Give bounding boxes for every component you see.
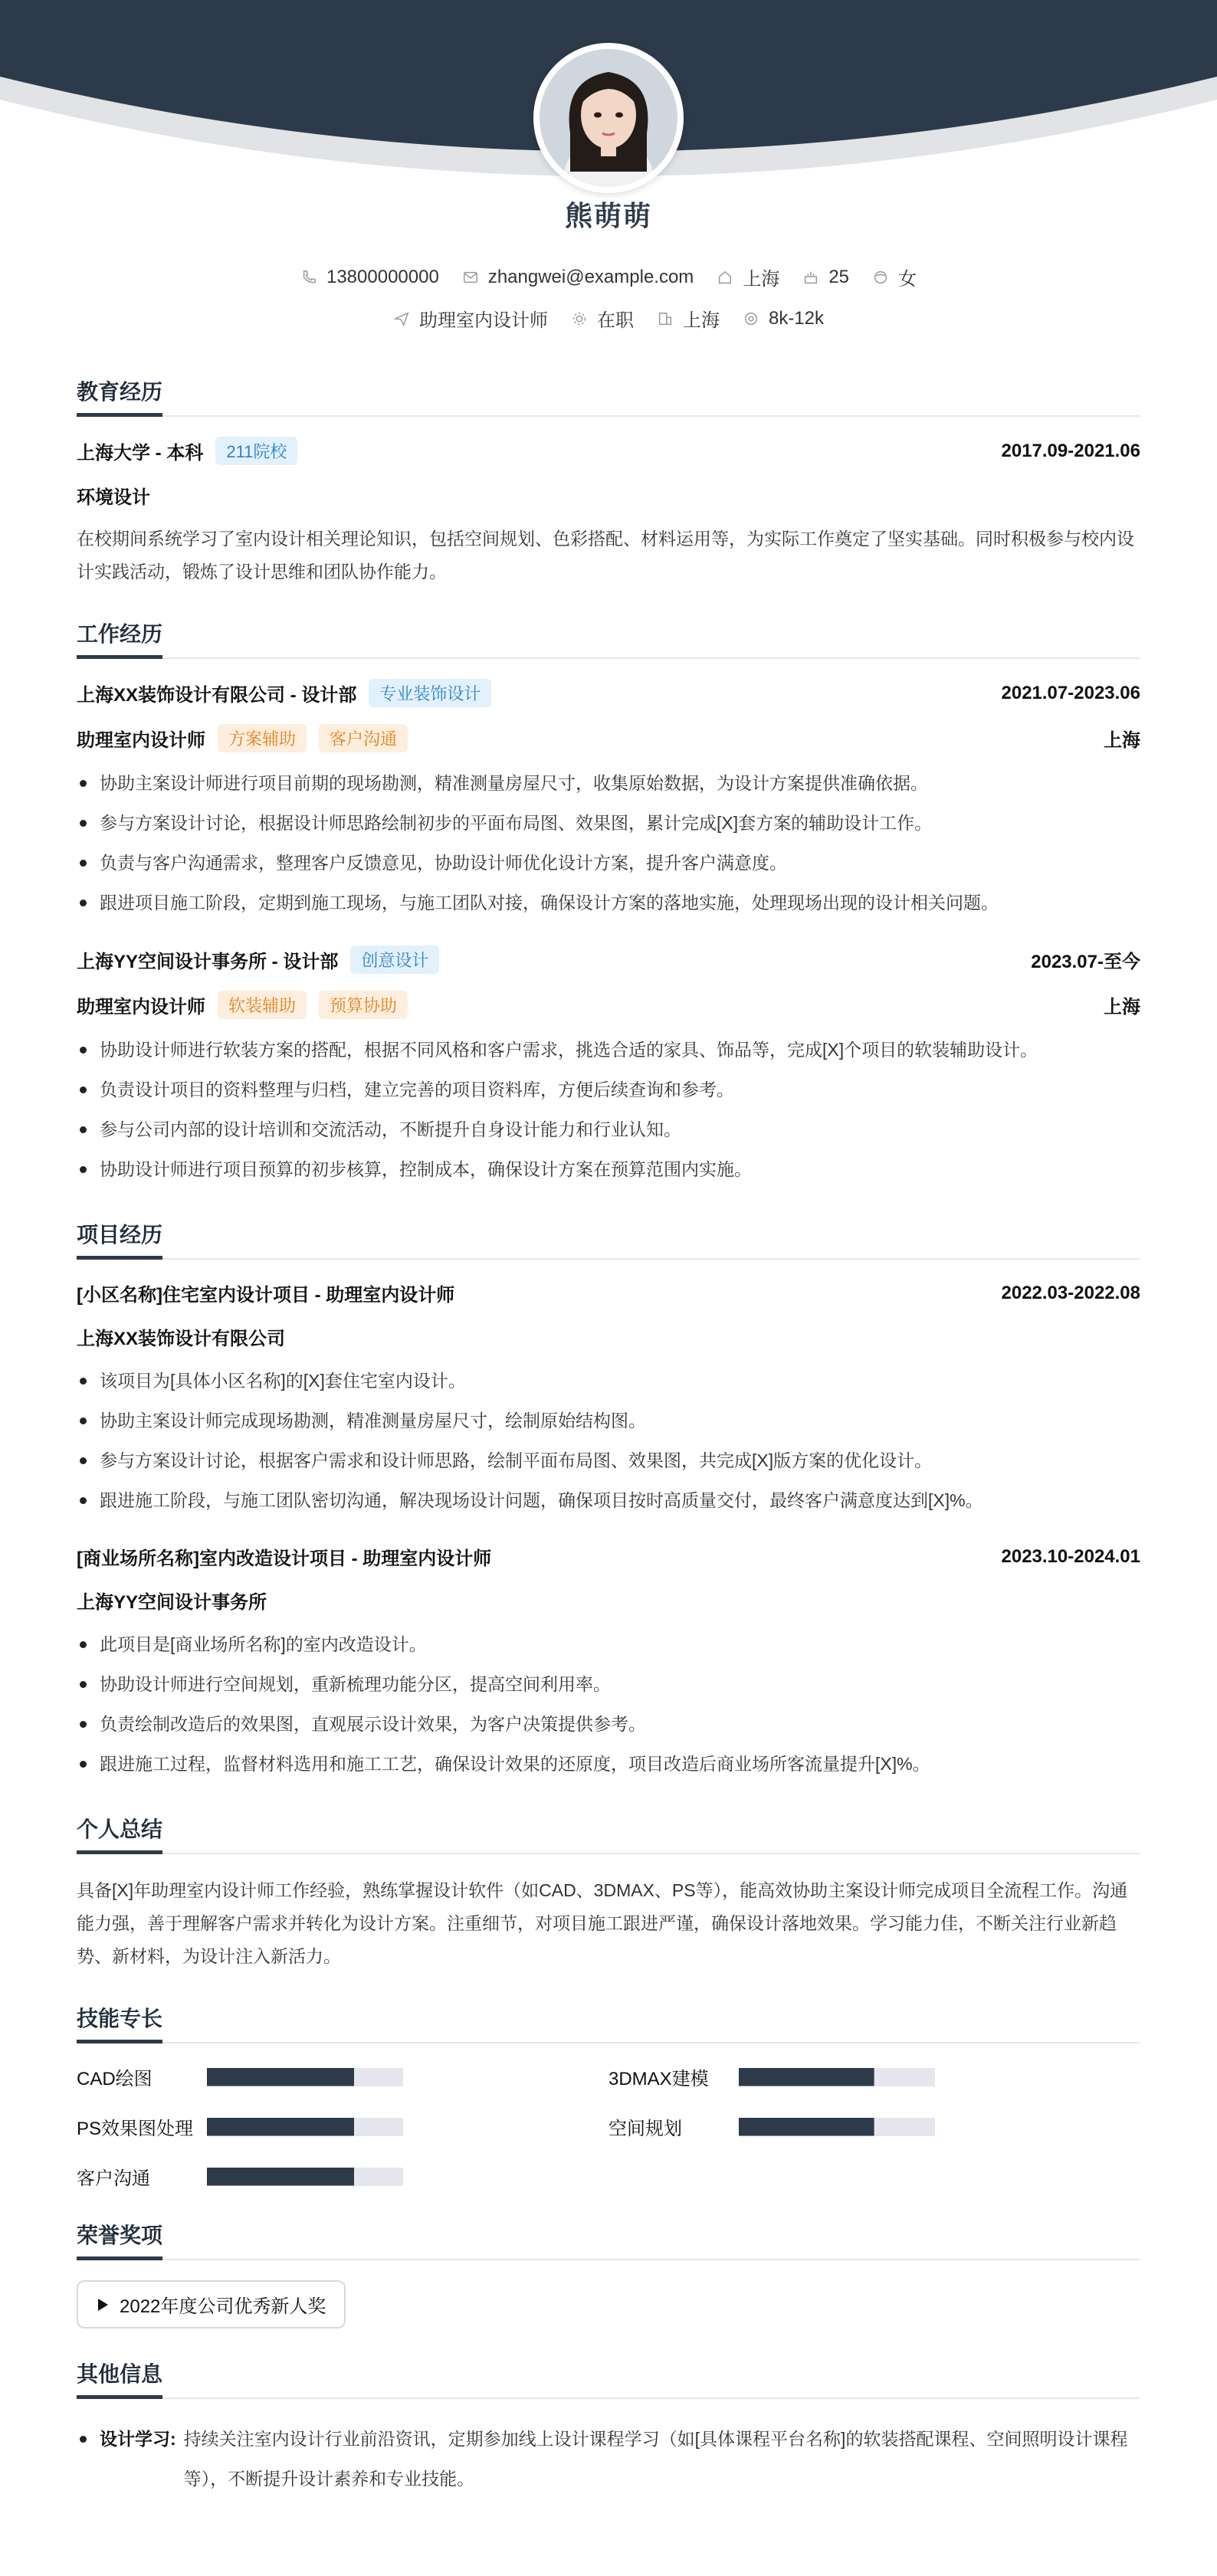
cake-icon (802, 269, 819, 286)
list-item: 参与方案设计讨论，根据客户需求和设计师思路，绘制平面布局图、效果图，共完成[X]版方案的优化设计。 (77, 1440, 1140, 1480)
email-item (462, 264, 694, 290)
project-title: [商业场所名称]室内改造设计项目 - 助理室内设计师 (77, 1549, 492, 1569)
award-badge (77, 2280, 346, 2329)
avatar-portrait (540, 49, 677, 187)
project-period: 2022.03-2022.08 (1001, 1282, 1140, 1303)
skill-bar-fill (207, 2118, 354, 2136)
skill-name: PS效果图处理 (77, 2119, 194, 2139)
candidate-name: 熊萌萌 (564, 200, 652, 231)
work-period: 2021.07-2023.06 (1001, 682, 1140, 703)
work-period: 2023.07-至今 (1031, 952, 1140, 972)
job-intent-row (0, 305, 1217, 332)
skill-bar (207, 2068, 403, 2086)
company-tag: 专业装饰设计 (369, 679, 491, 707)
city-item (717, 264, 779, 290)
skill-item (77, 2163, 608, 2190)
avatar (533, 43, 684, 193)
project-title: [小区名称]住宅室内设计项目 - 助理室内设计师 (77, 1285, 455, 1306)
skill-item (608, 2063, 1140, 2090)
section-title: 工作经历 (77, 618, 1140, 659)
age-text: 25 (828, 266, 850, 287)
school-tag: 211院校 (215, 437, 297, 465)
list-item: 协助设计师进行项目预算的初步核算，控制成本，确保设计方案在预算范围内实施。 (77, 1149, 1140, 1189)
company-name: 上海YY空间设计事务所 - 设计部 (77, 952, 339, 972)
awards-section (77, 2219, 1140, 2329)
work-entry (77, 679, 1140, 923)
section-title: 项目经历 (77, 1218, 1140, 1260)
list-item: 协助设计师进行空间规划，重新梳理功能分区，提高空间利用率。 (77, 1664, 1140, 1704)
projects-section (77, 1218, 1140, 1784)
skill-item (77, 2063, 608, 2090)
company-name: 上海XX装饰设计有限公司 - 设计部 (77, 685, 357, 706)
school-name: 上海大学 - 本科 (77, 443, 204, 464)
list-item: 参与方案设计讨论，根据设计师思路绘制初步的平面布局图、效果图，累计完成[X]套方案的辅助设计工作。 (77, 803, 1140, 843)
phone-icon (300, 269, 317, 286)
list-item: 此项目是[商业场所名称]的室内改造设计。 (77, 1624, 1140, 1664)
summary-section (77, 1813, 1140, 1973)
education-section (77, 375, 1140, 588)
work-location: 上海 (1104, 997, 1140, 1018)
age-item (802, 264, 849, 290)
list-item: 该项目为[具体小区名称]的[X]套住宅室内设计。 (77, 1361, 1140, 1401)
list-item (77, 2419, 1140, 2499)
skill-bar-fill (739, 2118, 874, 2136)
phone-text: 13800000000 (326, 266, 439, 287)
project-entry (77, 1280, 1140, 1520)
skill-bar (739, 2118, 935, 2136)
other-section (77, 2358, 1140, 2499)
role-tag: 软装辅助 (218, 991, 307, 1019)
list-item: 协助主案设计师完成现场勘测，精准测量房屋尺寸，绘制原始结构图。 (77, 1401, 1140, 1440)
section-title: 荣誉奖项 (77, 2219, 1140, 2260)
status-text: 在职 (596, 310, 634, 331)
list-item: 跟进施工过程，监督材料选用和施工工艺，确保设计效果的还原度，项目改造后商业场所客流量提升[X]%。 (77, 1744, 1140, 1784)
building-icon (657, 310, 674, 327)
list-item: 参与公司内部的设计培训和交流活动，不断提升自身设计能力和行业认知。 (77, 1109, 1140, 1149)
skill-bar-fill (207, 2068, 354, 2086)
gender-text: 女 (898, 269, 917, 290)
list-item: 负责设计项目的资料整理与归档，建立完善的项目资料库，方便后续查询和参考。 (77, 1070, 1140, 1109)
skill-item (77, 2113, 608, 2140)
section-title: 其他信息 (77, 2358, 1140, 2399)
status-item (571, 305, 634, 332)
section-title: 教育经历 (77, 375, 1140, 417)
education-header (77, 437, 1140, 465)
skill-name: 空间规划 (608, 2119, 682, 2139)
skills-section (77, 2002, 1140, 2190)
role-tag: 预算协助 (319, 991, 408, 1019)
other-key: 设计学习: (100, 2429, 176, 2449)
company-tag: 创意设计 (350, 946, 439, 974)
list-item: 跟进项目施工阶段，定期到施工现场，与施工团队对接，确保设计方案的落地实施，处理现场出现的设计相关问题。 (77, 883, 1140, 923)
money-icon (743, 310, 759, 327)
gear-icon (571, 310, 588, 327)
role-tag: 客户沟通 (319, 724, 408, 752)
project-company: 上海YY空间设计事务所 (77, 1592, 267, 1613)
skill-name: 客户沟通 (77, 2168, 150, 2189)
send-icon (393, 310, 410, 327)
skill-bar-fill (207, 2168, 354, 2186)
list-item: 负责与客户沟通需求，整理客户反馈意见，协助设计师优化设计方案，提升客户满意度。 (77, 843, 1140, 883)
project-entry (77, 1543, 1140, 1784)
home-icon (717, 269, 733, 286)
other-value: 持续关注室内设计行业前沿资讯，定期参加线上设计课程学习（如[具体课程平台名称]的软装搭配课程、空间照明设计课程等），不断提升设计素养和专业技能。 (183, 2429, 1128, 2489)
gender-icon (872, 269, 889, 286)
triangle-right-icon (97, 2298, 109, 2312)
major: 环境设计 (77, 487, 150, 508)
salary-text: 8k-12k (768, 307, 825, 329)
skill-bar (739, 2068, 935, 2086)
position-item (393, 305, 548, 332)
target-city-text: 上海 (682, 310, 720, 331)
skill-bar-fill (739, 2068, 874, 2086)
role-tag: 方案辅助 (218, 724, 307, 752)
education-description: 在校期间系统学习了室内设计相关理论知识，包括空间规划、色彩搭配、材料运用等，为实际工作奠定了坚实基础。同时积极参与校内设计实践活动，锻炼了设计思维和团队协作能力。 (77, 529, 1134, 582)
salary-item (743, 305, 824, 332)
skill-name: CAD绘图 (77, 2069, 153, 2089)
skill-bar (207, 2118, 403, 2136)
gender-item (872, 264, 917, 290)
contact-info-row (0, 264, 1217, 290)
award-text: 2022年度公司优秀新人奖 (120, 2296, 326, 2317)
position-text: 助理室内设计师 (418, 310, 548, 331)
mail-icon (462, 269, 479, 286)
list-item: 协助主案设计师进行项目前期的现场勘测，精准测量房屋尺寸，收集原始数据，为设计方案提供准确依据。 (77, 763, 1140, 803)
education-period: 2017.09-2021.06 (1001, 440, 1140, 461)
skill-item (608, 2113, 1140, 2140)
phone-item (300, 264, 439, 290)
target-city-item (657, 305, 720, 332)
resume-content (77, 375, 1140, 2528)
section-title: 技能专长 (77, 2002, 1140, 2043)
skill-bar (207, 2168, 403, 2186)
city-text: 上海 (743, 269, 780, 290)
email-text: zhangwei@example.com (487, 266, 694, 287)
list-item: 跟进施工阶段，与施工团队密切沟通，解决现场设计问题，确保项目按时高质量交付，最终客户满意度达到[X]%。 (77, 1480, 1140, 1520)
role-name: 助理室内设计师 (77, 730, 205, 751)
role-name: 助理室内设计师 (77, 997, 205, 1018)
summary-text: 具备[X]年助理室内设计师工作经验，熟练掌握设计软件（如CAD、3DMAX、PS等），能高效协助主案设计师完成项目全流程工作。沟通能力强，善于理解客户需求并转化为设计方案。注重细节，对项目施工跟进严谨，确保设计落地效果。学习能力佳，不断关注行业新趋势、新材料，为设计注入新活力。 (77, 1880, 1128, 1966)
list-item: 协助设计师进行软装方案的搭配，根据不同风格和客户需求，挑选合适的家具、饰品等，完成[X]个项目的软装辅助设计。 (77, 1030, 1140, 1070)
work-section (77, 618, 1140, 1189)
section-title: 个人总结 (77, 1813, 1140, 1854)
project-company: 上海XX装饰设计有限公司 (77, 1329, 286, 1349)
project-period: 2023.10-2024.01 (1001, 1545, 1140, 1567)
work-entry (77, 946, 1140, 1189)
work-location: 上海 (1104, 730, 1140, 751)
list-item: 负责绘制改造后的效果图，直观展示设计效果，为客户决策提供参考。 (77, 1704, 1140, 1744)
skill-name: 3DMAX建模 (608, 2069, 709, 2089)
